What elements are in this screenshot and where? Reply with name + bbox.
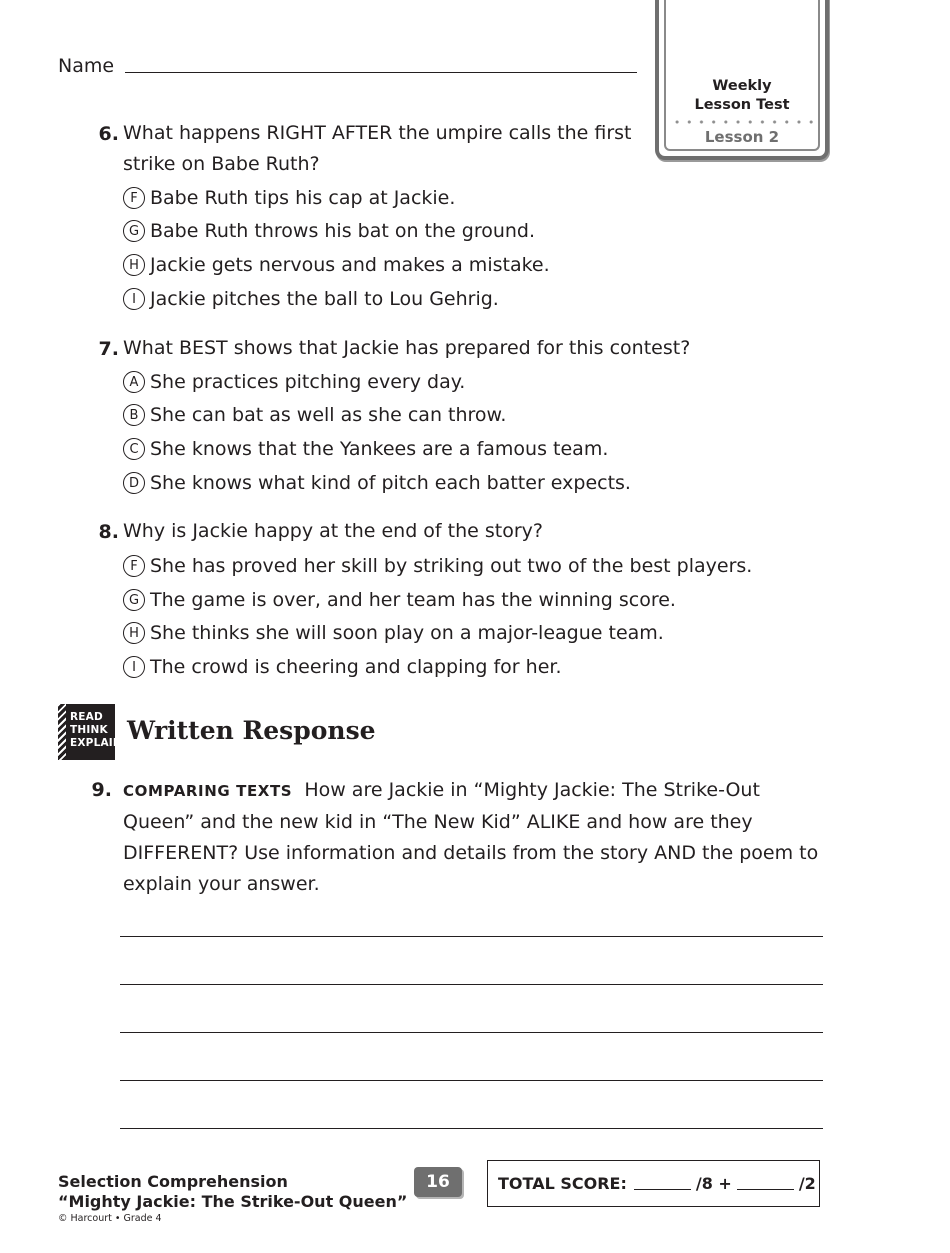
lesson-tab-lesson-number: Lesson 2 [704, 128, 780, 146]
total-score-label: TOTAL SCORE: [498, 1174, 627, 1193]
name-input-line[interactable] [125, 72, 637, 73]
question-8-text: Why is Jackie happy at the end of the story? [123, 520, 543, 542]
lesson-tab [655, 0, 829, 160]
total-score-box [487, 1160, 820, 1207]
question-8-option-i[interactable] [123, 656, 562, 678]
score-part1: /8 + [695, 1174, 732, 1193]
question-6-text-line2: strike on Babe Ruth? [123, 153, 320, 175]
question-6-text [123, 118, 632, 180]
question-9-prompt: How are Jackie in “Mighty Jackie: The Strike-Out Queen” and the new kid in “The New Kid” ALIKE and how are they DIFFERENT? Use information and details from the story AND the poem to explain your answer. [123, 779, 819, 895]
answer-bubble-f[interactable]: F [123, 555, 145, 577]
option-text: Jackie pitches the ball to Lou Gehrig. [150, 288, 499, 310]
lesson-tab-title-line2: Lesson Test [694, 97, 790, 113]
lesson-tab-dotted-divider [671, 120, 813, 124]
question-9-number: 9. [91, 779, 112, 801]
footer-title-line2: “Mighty Jackie: The Strike-Out Queen” [58, 1192, 408, 1211]
question-8-option-h[interactable] [123, 622, 664, 644]
question-9-text [123, 775, 823, 900]
option-text: Jackie gets nervous and makes a mistake. [150, 254, 550, 276]
answer-bubble-h[interactable]: H [123, 622, 145, 644]
response-line-2[interactable] [120, 984, 823, 985]
option-text: Babe Ruth tips his cap at Jackie. [150, 187, 456, 209]
read-think-explain-icon [58, 704, 122, 760]
icon-label-think: THINK [70, 724, 108, 736]
question-9-label: COMPARING TEXTS [123, 782, 293, 800]
option-text: She knows what kind of pitch each batter expects. [150, 472, 631, 494]
option-text: She knows that the Yankees are a famous team. [150, 438, 609, 460]
answer-bubble-f[interactable]: F [123, 187, 145, 209]
name-label: Name [58, 55, 115, 77]
option-text: She has proved her skill by striking out two of the best players. [150, 555, 753, 577]
footer-title-line1: Selection Comprehension [58, 1172, 288, 1191]
page-number-badge: 16 [414, 1167, 462, 1197]
question-8-number: 8. [98, 521, 119, 543]
answer-bubble-b[interactable]: B [123, 404, 145, 426]
question-8-option-f[interactable] [123, 555, 752, 577]
option-text: She can bat as well as she can throw. [150, 404, 507, 426]
icon-label-read: READ [70, 711, 103, 723]
question-8-option-g[interactable] [123, 589, 676, 611]
answer-bubble-d[interactable]: D [123, 472, 145, 494]
answer-bubble-i[interactable]: I [123, 288, 145, 310]
response-line-5[interactable] [120, 1128, 823, 1129]
answer-bubble-g[interactable]: G [123, 589, 145, 611]
score-part2: /2 [798, 1174, 816, 1193]
option-text: The game is over, and her team has the winning score. [150, 589, 676, 611]
question-7-option-b[interactable] [123, 404, 506, 426]
footer-selection-title [58, 1172, 407, 1212]
score-blank-2[interactable] [737, 1177, 794, 1190]
question-7-option-a[interactable] [123, 371, 465, 393]
response-line-1[interactable] [120, 936, 823, 937]
question-6-option-g[interactable] [123, 220, 535, 242]
answer-bubble-h[interactable]: H [123, 254, 145, 276]
copyright-text: © Harcourt • Grade 4 [58, 1213, 162, 1224]
question-7-text: What BEST shows that Jackie has prepared for this contest? [123, 337, 691, 359]
lesson-tab-title [659, 77, 825, 115]
question-6-option-h[interactable] [123, 254, 550, 276]
option-text: She thinks she will soon play on a major-league team. [150, 622, 664, 644]
question-7-option-c[interactable] [123, 438, 608, 460]
option-text: Babe Ruth throws his bat on the ground. [150, 220, 536, 242]
answer-bubble-i[interactable]: I [123, 656, 145, 678]
notebook-spiral-icon [58, 704, 66, 760]
question-6-option-i[interactable] [123, 288, 499, 310]
written-response-heading: Written Response [127, 716, 376, 745]
lesson-tab-title-line1: Weekly [712, 78, 772, 94]
response-line-4[interactable] [120, 1080, 823, 1081]
response-line-3[interactable] [120, 1032, 823, 1033]
answer-bubble-g[interactable]: G [123, 220, 145, 242]
question-6-option-f[interactable] [123, 187, 455, 209]
icon-label-explain: EXPLAIN [70, 737, 122, 749]
question-7-number: 7. [98, 338, 119, 360]
answer-bubble-c[interactable]: C [123, 438, 145, 460]
option-text: She practices pitching every day. [150, 371, 466, 393]
question-6-number: 6. [98, 123, 119, 145]
score-blank-1[interactable] [634, 1177, 691, 1190]
read-think-explain-label [70, 711, 122, 750]
question-7-option-d[interactable] [123, 472, 631, 494]
option-text: The crowd is cheering and clapping for her. [150, 656, 562, 678]
question-6-text-line1: What happens RIGHT AFTER the umpire calls the first [123, 122, 632, 144]
answer-bubble-a[interactable]: A [123, 371, 145, 393]
